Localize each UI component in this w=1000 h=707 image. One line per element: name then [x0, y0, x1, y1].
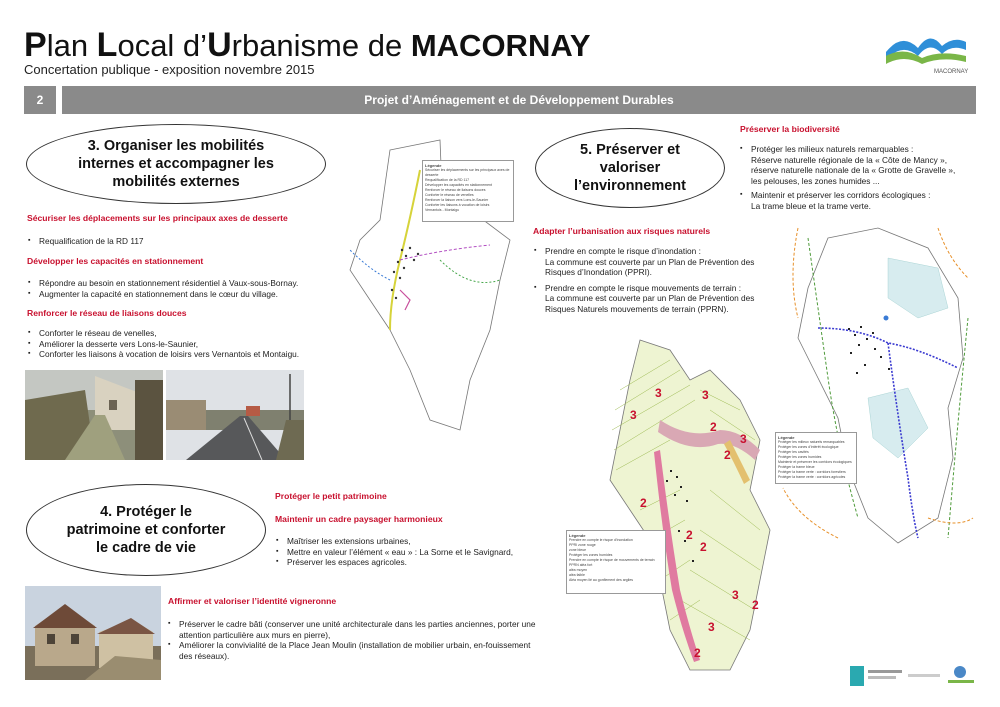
theme5-bubble: [535, 128, 725, 208]
risk-map-label: 3: [702, 388, 709, 402]
list-item: ▪ Protéger les milieux naturels remarquables :: [740, 144, 980, 155]
list-item: ▪ Répondre au besoin en stationnement résidentiel à Vaux-sous-Bornay.: [28, 278, 328, 289]
legend-line: Protéger la trame verte : corridors agricoles: [778, 475, 846, 479]
risk-map-label: 2: [752, 598, 759, 612]
panel-number: 2: [24, 86, 56, 114]
list-item: ▪ Maîtriser les extensions urbaines,: [276, 536, 536, 547]
theme4-section-title: Affirmer et valoriser l’identité vigneronne: [168, 596, 337, 606]
title-part: lan: [46, 28, 97, 63]
risk-map-label: 3: [630, 408, 637, 422]
list-item: ▪ Améliorer la convivialité de la Place Jean Moulin (installation de mobilier urbain, en-fouissement des réseaux).: [168, 640, 538, 661]
photo-vineyard-village: [25, 586, 161, 680]
biodiversity-map: [778, 218, 978, 548]
legend-title: Légende: [778, 435, 795, 440]
legend-line: Protéger les milieux naturels remarquables: [778, 440, 845, 444]
legend-line: Protéger les zones humides: [778, 455, 822, 459]
legend-line: Renforcer le réseau de liaisons douces: [425, 188, 486, 192]
biodiversity-map-legend: [775, 432, 857, 484]
list-item: ▪ Augmenter la capacité en stationnement dans le cœur du village.: [28, 289, 328, 300]
title-initial-p: P: [24, 26, 47, 64]
legend-line: Protéger les zones humides: [569, 553, 613, 557]
title-part: rbanisme de: [231, 28, 411, 63]
theme3-section-list: [28, 278, 328, 299]
legend-line: Protéger les zones d’intérêt écologique: [778, 445, 839, 449]
theme3-bubble-text: 3. Organiser les mobilités internes et accompagner les mobilités externes: [78, 138, 274, 190]
theme4-section-list: [168, 619, 538, 661]
list-item: les pelouses, les zones humides ...: [751, 175, 880, 186]
theme3-section-title: Développer les capacités en stationnement: [27, 256, 204, 266]
risk-map-label: 3: [655, 386, 662, 400]
legend-line: Développer les capacités en stationnement: [425, 183, 492, 187]
risk-map-label: 2: [710, 420, 717, 434]
legend-line: Protéger la trame bleue: [778, 465, 815, 469]
legend-line: aléa moyen: [569, 568, 588, 572]
theme4-section-title: Maintenir un cadre paysager harmonieux: [275, 514, 443, 524]
theme4-section-list: [276, 536, 536, 568]
list-item: ▪ Améliorer la desserte vers Lons-le-Saunier,: [28, 339, 348, 350]
risk-map-label: 3: [740, 432, 747, 446]
theme4-section-title: Protéger le petit patrimoine: [275, 491, 387, 501]
title-part: ocal d’: [117, 28, 208, 63]
theme3-section-list: [28, 328, 348, 360]
list-item: Réserve naturelle régionale de la « Côte de Mancy »,: [751, 154, 948, 165]
title-initial-u: U: [207, 26, 232, 64]
page-title: [24, 28, 591, 63]
title-commune: MACORNAY: [410, 28, 591, 63]
list-item: ▪ Préserver les espaces agricoles.: [276, 557, 536, 568]
risk-map-label: 2: [694, 646, 701, 660]
panel-title-bar: Projet d’Aménagement et de Développement Durables: [62, 86, 976, 114]
list-item: réserve naturelle nationale de la « Grotte de Gravelle »,: [751, 165, 956, 176]
risk-map-legend: [566, 530, 666, 594]
theme5-bubble-text: 5. Préserver et valoriser l’environnement: [574, 142, 686, 194]
theme3-section-list: [28, 236, 328, 247]
risk-map-label: 2: [640, 496, 647, 510]
legend-line: PPRI zone rouge: [569, 543, 596, 547]
risk-map-label: 2: [724, 448, 731, 462]
theme5-risk-list: [534, 246, 784, 315]
list-item: ▪ Conforter le réseau de venelles,: [28, 328, 348, 339]
legend-line: Prendre en compte le risque de mouvements de terrain: [569, 558, 655, 562]
partner-logos: [848, 660, 978, 690]
theme5-bio-list: [740, 144, 980, 212]
legend-line: PPRN aléa fort: [569, 563, 593, 567]
list-item: La commune est couverte par un Plan de Prévention des Risques d’Inondation (PPRI).: [545, 256, 755, 278]
legend-line: Renforcer la liaison vers Lons-le-Saunier: [425, 198, 489, 202]
legend-line: Protéger la trame verte : corridors forestiers: [778, 470, 846, 474]
legend-line: aléa faible: [569, 573, 585, 577]
mobility-map-legend: [422, 160, 514, 222]
legend-title: Légende: [425, 163, 442, 168]
risk-map-label: 3: [708, 620, 715, 634]
legend-line: Vernantois - Montaigu: [425, 208, 460, 212]
legend-line: Conforter les liaisons à vocation de loisirs: [425, 203, 490, 207]
list-item: ▪ Prendre en compte le risque d’inondation :: [534, 246, 784, 257]
theme3-section-title: Sécuriser les déplacements sur les principaux axes de desserte: [27, 213, 288, 223]
list-item: ▪ Conforter les liaisons à vocation de loisirs vers Vernantois et Montaigu.: [28, 349, 348, 360]
macornay-logo: [882, 22, 970, 78]
list-item: ▪ Mettre en valeur l’élément « eau » : La Sorne et le Savignard,: [276, 547, 536, 558]
legend-line: Prendre en compte le risque d’inondation: [569, 538, 633, 542]
title-initial-l: L: [96, 26, 118, 64]
risk-map-label: 3: [732, 588, 739, 602]
legend-title: Légende: [569, 533, 586, 538]
theme4-bubble: [26, 484, 266, 576]
theme3-section-title: Renforcer le réseau de liaisons douces: [27, 308, 187, 318]
legend-line: zone bleue: [569, 548, 587, 552]
list-item: ▪ Préserver le cadre bâti (conserver une unité architecturale dans les parties anciennes, porter une attention particulière aux murs en pierre),: [168, 619, 538, 640]
list-item: ▪ Prendre en compte le risque mouvements de terrain :: [534, 283, 784, 294]
svg-text:MACORNAY: MACORNAY: [934, 69, 969, 75]
theme5-section-title: Préserver la biodiversité: [740, 124, 840, 134]
legend-line: Sécuriser les déplacements sur les principaux axes de desserte: [425, 168, 510, 177]
legend-line: Conforter le réseau de venelles: [425, 193, 474, 197]
legend-line: Maintenir et préserver les corridors écologiques: [778, 460, 852, 464]
list-item: La commune est couverte par un Plan de Prévention des Risques Naturels mouvements de terrain (PPRN).: [545, 293, 755, 314]
list-item: ▪ Maintenir et préserver les corridors écologiques :: [740, 190, 980, 201]
risk-map-label: 2: [700, 540, 707, 554]
legend-line: Aléa moyen lié au gonflement des argiles: [569, 578, 634, 582]
list-item: ▪ Requalification de la RD 117: [28, 236, 328, 247]
legend-line: Requalification de la RD 117: [425, 178, 470, 182]
theme5-section-title: Adapter l’urbanisation aux risques naturels: [533, 226, 711, 236]
legend-line: Protéger les cavités: [778, 450, 809, 454]
page-subtitle: Concertation publique - exposition novembre 2015: [24, 62, 315, 77]
theme3-bubble: [26, 124, 326, 204]
theme4-bubble-text: 4. Protéger le patrimoine et conforter le cadre de vie: [66, 504, 226, 556]
photo-road: [166, 370, 304, 460]
risk-map-label: 2: [686, 528, 693, 542]
risk-map: [600, 330, 775, 675]
photo-venelle: [25, 370, 163, 460]
list-item: La trame bleue et la trame verte.: [751, 200, 871, 211]
